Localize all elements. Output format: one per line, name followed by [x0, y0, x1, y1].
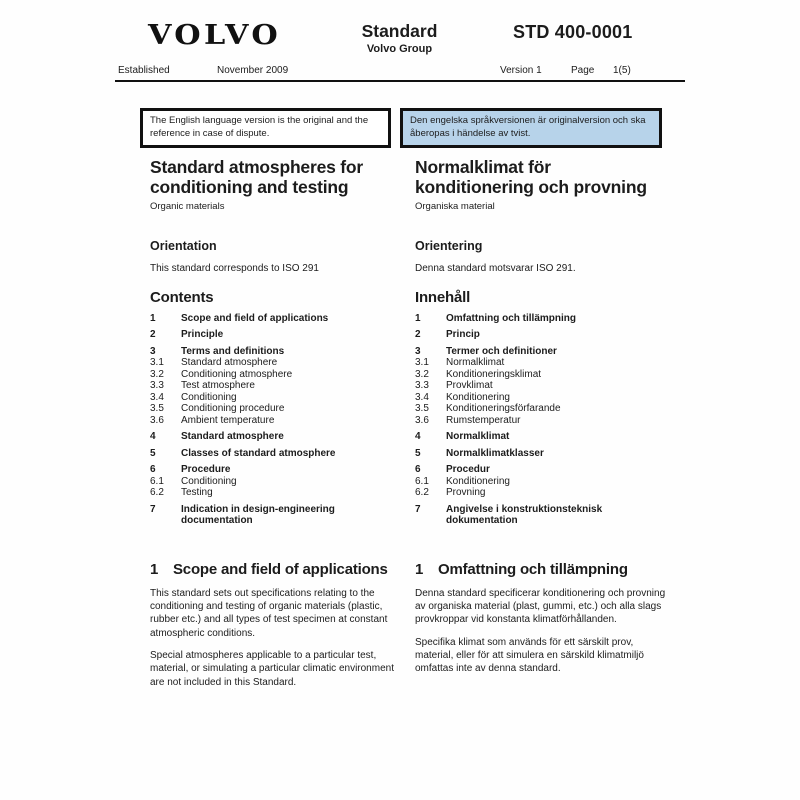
- toc-row: [415, 403, 667, 415]
- toc-num: 3: [150, 345, 156, 357]
- toc-row: [415, 357, 667, 369]
- sv-section1-title: Omfattning och tillämpning: [438, 560, 628, 578]
- toc-row: [415, 431, 667, 443]
- toc-row: [415, 392, 667, 404]
- toc-label: Conditioning: [181, 475, 237, 487]
- toc-label: Ambient temperature: [181, 414, 275, 426]
- page-label: Page: [571, 65, 595, 76]
- toc-num: 6.2: [415, 487, 429, 499]
- toc-row: [415, 369, 667, 381]
- swedish-column: [415, 158, 667, 676]
- toc-label: Termer och definitioner: [446, 345, 557, 357]
- sv-orientation-text: Denna standard motsvarar ISO 291.: [415, 262, 576, 274]
- toc-row: [415, 380, 667, 392]
- toc-label: Normalklimatklasser: [446, 447, 544, 459]
- toc-label: Standard atmosphere: [181, 357, 278, 369]
- toc-label: Procedure: [181, 464, 231, 476]
- toc-num: 4: [150, 431, 156, 443]
- toc-num: 5: [415, 447, 421, 459]
- en-section1-number: 1: [150, 560, 159, 578]
- toc-row: [150, 346, 395, 358]
- toc-label: Konditioneringsförfarande: [446, 403, 561, 415]
- en-orientation-heading: Orientation: [150, 238, 217, 253]
- toc-label: Omfattning och tillämpning: [446, 312, 576, 324]
- en-title-line1: Standard atmospheres for: [150, 157, 364, 177]
- sv-title: [415, 158, 667, 198]
- toc-label: Standard atmosphere: [181, 431, 284, 443]
- toc-row: [415, 313, 667, 325]
- toc-label: Normalklimat: [446, 431, 510, 443]
- toc-row: [415, 329, 667, 341]
- toc-row: [150, 504, 395, 527]
- toc-row: [150, 464, 395, 476]
- sv-orientation-heading: Orientering: [415, 238, 483, 253]
- doc-number: STD 400-0001: [513, 22, 633, 42]
- en-paragraph-1: This standard sets out specifications relating to the conditioning and testing of organic materials (plastic, rubber etc.) and all types of test specimen at constant atmospheric conditions.: [150, 587, 388, 639]
- toc-num: 3.5: [150, 403, 164, 415]
- toc-label: Classes of standard atmosphere: [181, 447, 336, 459]
- toc-label: Terms and definitions: [181, 345, 285, 357]
- doc-type-title: Standard: [361, 21, 438, 41]
- en-title: [150, 158, 395, 198]
- toc-row: [150, 329, 395, 341]
- toc-label: Scope and field of applications: [181, 312, 329, 324]
- toc-row: [415, 464, 667, 476]
- toc-label: Test atmosphere: [181, 380, 255, 392]
- toc-num: 2: [150, 329, 156, 341]
- established-date: November 2009: [217, 65, 289, 76]
- en-section1-heading: [150, 561, 395, 578]
- sv-paragraph-1: Denna standard specificerar konditionering och provning av organiska material (plast, gummi, etc.) och alla slags provkroppar vid konstanta klimatförhållanden.: [415, 587, 666, 626]
- toc-num: 3.2: [150, 368, 164, 380]
- sv-contents-heading: Innehåll: [415, 288, 471, 306]
- toc-num: 6.1: [150, 475, 164, 487]
- en-contents-heading: Contents: [150, 288, 214, 306]
- toc-row: [150, 431, 395, 443]
- sv-toc: [415, 313, 667, 527]
- version-text: Version 1: [500, 65, 542, 76]
- header-center: [327, 22, 472, 55]
- sv-subtitle: Organiska material: [415, 200, 495, 212]
- toc-row: [415, 504, 667, 527]
- toc-num: 3.1: [415, 357, 429, 369]
- toc-row: [150, 357, 395, 369]
- toc-num: 3.6: [150, 414, 164, 426]
- toc-row: [415, 415, 667, 427]
- toc-num: 7: [415, 503, 421, 515]
- document-header: [115, 14, 685, 80]
- header-rule: [115, 80, 685, 82]
- toc-row: [150, 380, 395, 392]
- toc-label: Provning: [446, 487, 486, 499]
- toc-label: Rumstemperatur: [446, 414, 521, 426]
- toc-num: 4: [415, 431, 421, 443]
- toc-row: [150, 415, 395, 427]
- toc-num: 3.4: [415, 391, 429, 403]
- toc-num: 6: [415, 464, 421, 476]
- en-section1-title: Scope and field of applications: [173, 560, 388, 578]
- toc-num: 6.2: [150, 487, 164, 499]
- toc-label: Procedur: [446, 464, 490, 476]
- established-label: Established: [118, 65, 170, 76]
- toc-num: 3.4: [150, 391, 164, 403]
- toc-num: 5: [150, 447, 156, 459]
- toc-label: Konditionering: [446, 475, 510, 487]
- toc-row: [415, 346, 667, 358]
- en-paragraph-2: Special atmospheres applicable to a particular test, material, or simulating a particular climatic environment are not included in this Standard.: [150, 650, 394, 688]
- toc-num: 3.5: [415, 403, 429, 415]
- toc-label: Conditioning procedure: [181, 403, 285, 415]
- en-toc: [150, 313, 395, 527]
- toc-num: 6.1: [415, 475, 429, 487]
- toc-row: [415, 487, 667, 499]
- document-sheet: [115, 14, 685, 688]
- toc-label: Konditionering: [446, 391, 510, 403]
- toc-num: 1: [415, 312, 421, 324]
- sv-section1-number: 1: [415, 560, 424, 578]
- sv-paragraph-2: Specifika klimat som används för ett särskilt prov, material, eller för att simulera en särskild klimatmiljö omfattas inte av denna standard.: [415, 636, 644, 675]
- sv-section1-heading: [415, 561, 667, 578]
- toc-label: Indication in design-engineering documentation: [181, 503, 335, 527]
- toc-num: 6: [150, 464, 156, 476]
- toc-num: 3.2: [415, 368, 429, 380]
- toc-row: [150, 313, 395, 325]
- english-notice-text: The English language version is the original and the reference in case of dispute.: [150, 115, 369, 140]
- swedish-notice-text: Den engelska språkversionen är originalversion och ska åberopas i händelse av tvist.: [410, 115, 646, 140]
- english-notice-box: [140, 108, 391, 148]
- toc-label: Princip: [446, 329, 480, 341]
- toc-row: [415, 476, 667, 488]
- org-subtitle: Volvo Group: [366, 43, 433, 56]
- en-subtitle: Organic materials: [150, 200, 225, 212]
- toc-row: [150, 369, 395, 381]
- volvo-logo: VOLVO: [148, 20, 282, 51]
- en-title-line2: conditioning and testing: [150, 176, 349, 197]
- toc-row: [150, 403, 395, 415]
- toc-num: 3.3: [150, 380, 164, 392]
- toc-label: Angivelse i konstruktionsteknisk dokumentation: [446, 503, 603, 527]
- toc-row: [150, 476, 395, 488]
- toc-label: Principle: [181, 329, 224, 341]
- toc-num: 2: [415, 329, 421, 341]
- toc-label: Provklimat: [446, 380, 493, 392]
- sv-title-line2: konditionering och provning: [415, 176, 647, 197]
- toc-num: 3.3: [415, 380, 429, 392]
- toc-num: 3.1: [150, 357, 164, 369]
- en-orientation-text: This standard corresponds to ISO 291: [150, 262, 319, 274]
- swedish-notice-box: [400, 108, 662, 148]
- toc-label: Conditioning: [181, 391, 237, 403]
- toc-num: 1: [150, 312, 156, 324]
- toc-row: [150, 392, 395, 404]
- toc-row: [415, 448, 667, 460]
- toc-label: Konditioneringsklimat: [446, 368, 542, 380]
- page-number: 1(5): [613, 65, 631, 76]
- english-column: [150, 158, 395, 689]
- sv-title-line1: Normalklimat för: [415, 157, 551, 177]
- toc-num: 3: [415, 345, 421, 357]
- toc-label: Conditioning atmosphere: [181, 368, 293, 380]
- toc-label: Testing: [181, 487, 213, 499]
- toc-num: 3.6: [415, 414, 429, 426]
- toc-num: 7: [150, 503, 156, 515]
- toc-row: [150, 487, 395, 499]
- toc-label: Normalklimat: [446, 357, 505, 369]
- toc-row: [150, 448, 395, 460]
